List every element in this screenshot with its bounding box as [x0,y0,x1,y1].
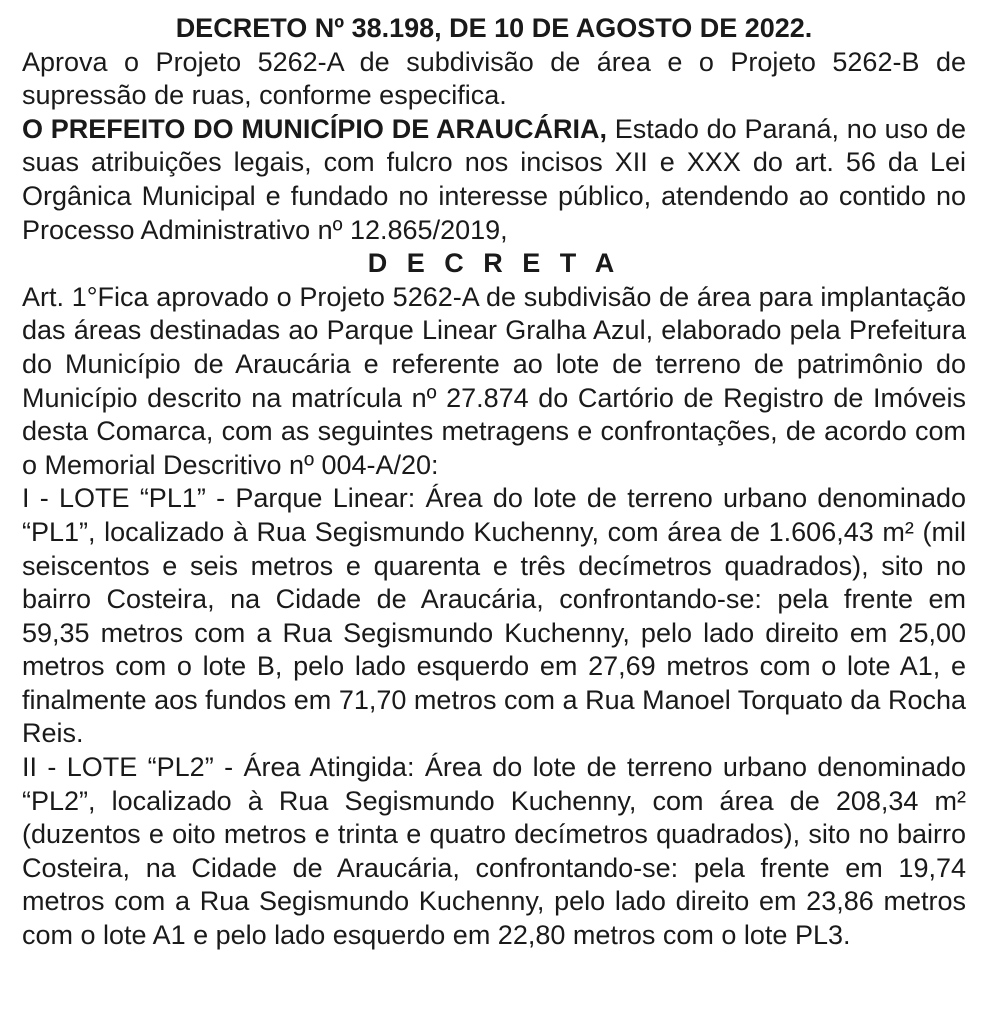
item-pl2: II - LOTE “PL2” - Área Atingida: Área do lote de terreno urbano denominado “PL2”, localizado à Rua Segismundo Kuchenny, com área de 208,34 m² (duzentos e oito metros e trinta e quatro decímetros quadrados), sito no bairro Costeira, na Cidade de Araucária, confrontando-se: pela frente em 19,74 metros com a Rua Segismundo Kuchenny, pelo lado direito em 23,86 metros com o lote A1 e pelo lado esquerdo em 22,80 metros com o lote PL3. [22,752,966,951]
decree-ementa: Aprova o Projeto 5262-A de subdivisão de área e o Projeto 5262-B de supressão de ruas, conforme especifica. [22,46,966,111]
preamble-text: Estado do Paraná, no uso de suas atribuições legais, com fulcro nos incisos XII e XXX do art. 56 da Lei Orgânica Municipal e fundado no interesse público, atendendo ao contido no Processo Administrativo nº 12.865/2019, [22,113,966,245]
preamble-lead: O PREFEITO DO MUNICÍPIO DE ARAUCÁRIA, [22,113,607,144]
decree-title: DECRETO Nº 38.198, DE 10 DE AGOSTO DE 2022. [175,13,813,43]
item-pl1: I - LOTE “PL1” - Parque Linear: Área do lote de terreno urbano denominado “PL1”, localizado à Rua Segismundo Kuchenny, com área de 1.606,43 m² (mil seiscentos e seis metros e quarenta e três decímetros quadrados), sito no bairro Costeira, na Cidade de Araucária, confrontando-se: pela frente em 59,35 metros com a Rua Segismundo Kuchenny, pelo lado direito em 25,00 metros com o lote B, pelo lado esquerdo em 27,69 metros com o lote A1, e finalmente aos fundos em 71,70 metros com a Rua Manoel Torquato da Rocha Reis. [22,483,966,749]
decreta-heading: D E C R E T A [367,248,621,279]
article-1: Art. 1°Fica aprovado o Projeto 5262-A de subdivisão de área para implantação das áreas destinadas ao Parque Linear Gralha Azul, elaborado pela Prefeitura do Município de Araucária e referente ao lote de terreno de patrimônio do Município descrito na matrícula nº 27.874 do Cartório de Registro de Imóveis desta Comarca, com as seguintes metragens e confrontações, de acordo com o Memorial Descritivo nº 004-A/20: [22,281,966,480]
decree-preamble [22,113,966,247]
